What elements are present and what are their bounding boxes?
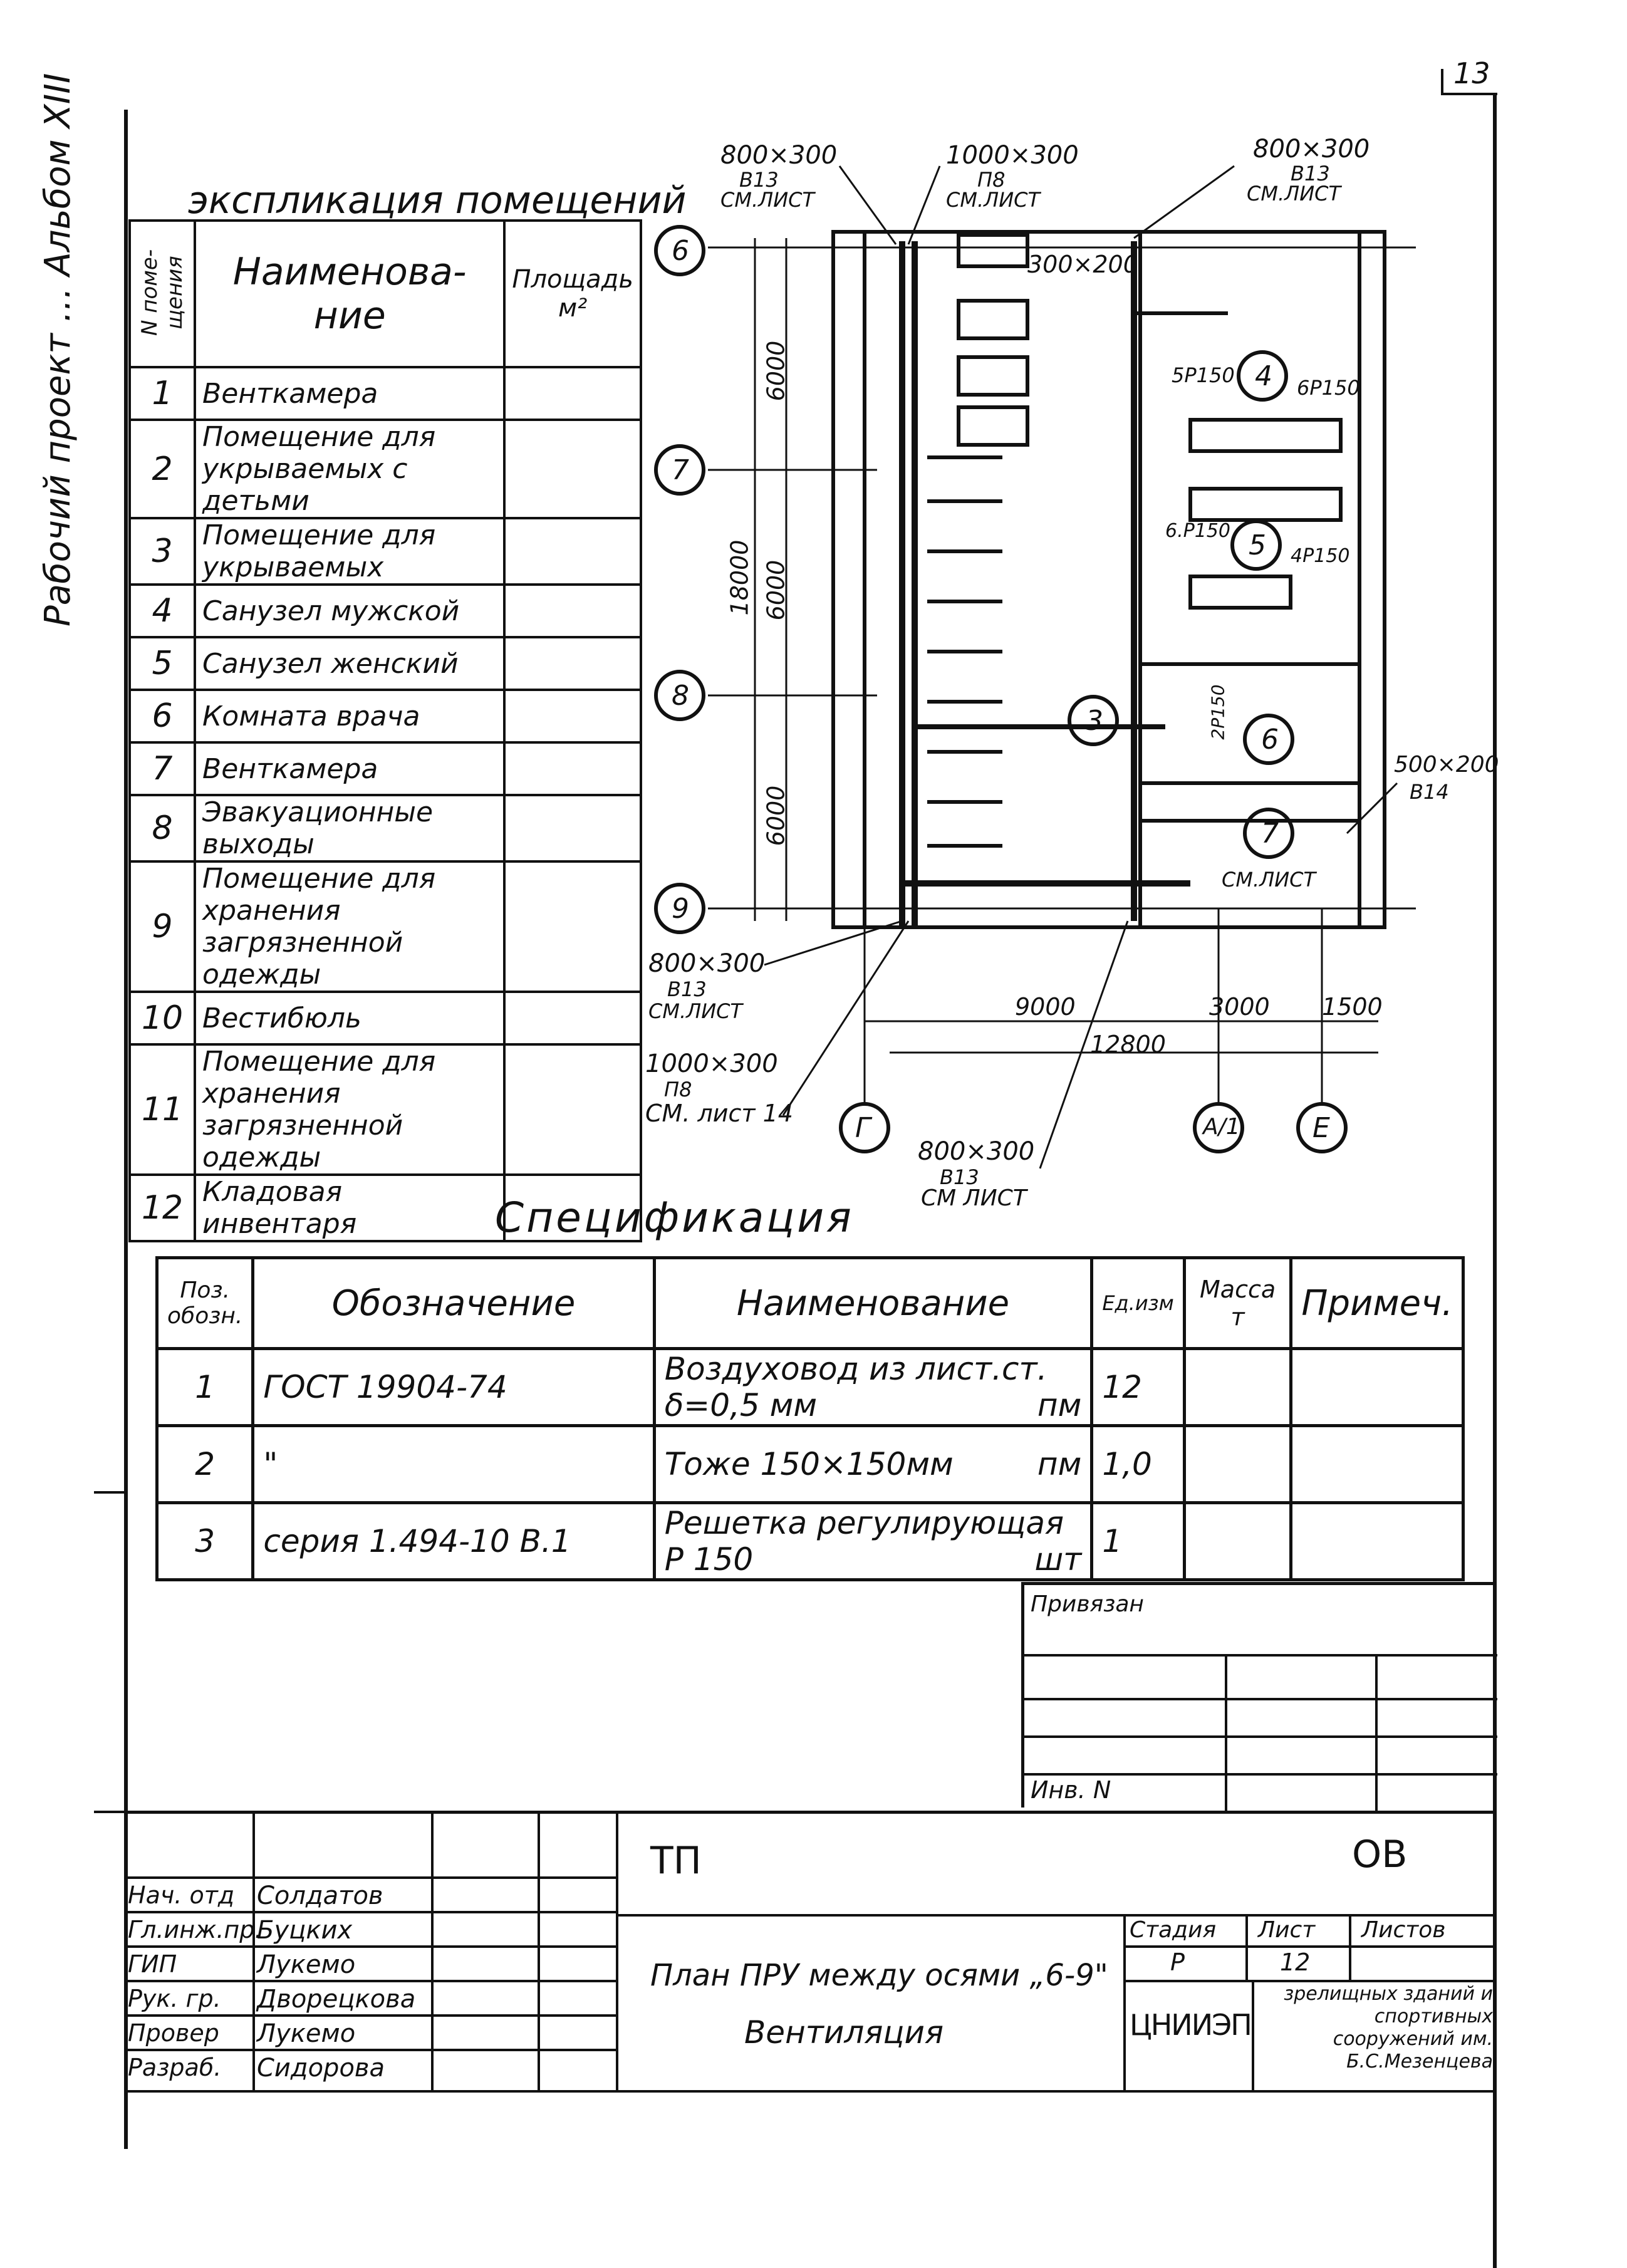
room-name: Помещение для хранения загрязненной одежды [195, 861, 504, 992]
stage-value: Р [1170, 1948, 1185, 1976]
doc-title-line1: План ПРУ между осями „6-9" [650, 1958, 1108, 1993]
room-name: Помещение для хранения загрязненной одежды [195, 1044, 504, 1175]
spec-note [1291, 1349, 1463, 1426]
room-number: 12 [130, 1175, 195, 1241]
dim-6000-c: 6000 [762, 785, 790, 846]
sheet-label: Лист [1258, 1917, 1316, 1943]
spec-unit: 1,0 [1092, 1426, 1184, 1503]
specification-title: Спецификация [495, 1194, 854, 1242]
room-number: 4 [130, 585, 195, 637]
signer-role: Рук. гр. [128, 1985, 221, 2012]
sheet-value: 12 [1280, 1948, 1311, 1976]
duct-500x200: 500×200 [1394, 752, 1499, 778]
duct-1000-bottom-left-ref: СМ. лист 14 [645, 1100, 793, 1127]
signer-role: Провер [128, 2019, 219, 2047]
room-5-marker: 5 [1249, 529, 1266, 561]
signer-name: Лукемо [257, 2019, 356, 2048]
signer-role: Нач. отд [128, 1881, 235, 1909]
spec-pos: 3 [157, 1503, 253, 1580]
room-name: Санузел мужской [195, 585, 504, 637]
stage-label: Стадия [1130, 1917, 1217, 1943]
spec-name-text: Решетка регулирующая Р 150 [664, 1505, 1064, 1578]
spec-header-pos: Поз. обозн. [157, 1258, 253, 1349]
spec-name [654, 1349, 1092, 1426]
grille-bp150: 6.Р150 [1165, 520, 1230, 542]
tp-label: ТП [650, 1839, 702, 1883]
duct-1000-bottom-left-sub: П8 [664, 1078, 692, 1101]
dim-3000: 3000 [1209, 993, 1270, 1021]
spec-name-text: Воздуховод из лист.ст. δ=0,5 мм [664, 1351, 1047, 1423]
dim-12800: 12800 [1090, 1031, 1166, 1058]
spec-header-designation: Обозначение [253, 1258, 654, 1349]
sheets-label: Листов [1361, 1917, 1446, 1943]
axis-6: 6 [672, 235, 689, 267]
spec-name [654, 1503, 1092, 1580]
duct-800-top-right: 800×300 [1253, 135, 1370, 164]
spec-designation: " [253, 1426, 654, 1503]
spec-note [1291, 1503, 1463, 1580]
spec-name-unit: шт [1034, 1541, 1082, 1578]
header-room-area: Площадь м² [504, 221, 641, 367]
duct-1000-top-ref: СМ.ЛИСТ [946, 188, 1041, 212]
spec-mass [1184, 1349, 1291, 1426]
room-name: Вестибюль [195, 992, 504, 1044]
header-room-number: N поме-щения [130, 221, 195, 367]
room-4-marker: 4 [1255, 360, 1272, 392]
sheet-number-corner: 13 [1453, 56, 1490, 90]
axis-g: Г [855, 1112, 871, 1144]
duct-500x200-sub: В14 [1410, 780, 1449, 804]
room-number: 11 [130, 1044, 195, 1175]
spec-name-text: Тоже 150×150мм [664, 1446, 954, 1482]
duct-800-bottom-mid: 800×300 [918, 1137, 1035, 1166]
room-number: 7 [130, 742, 195, 795]
grille-5p150: 5Р150 [1172, 363, 1235, 387]
spec-header-name: Наименование [654, 1258, 1092, 1349]
axis-7: 7 [672, 454, 689, 486]
inv-label: Инв. N [1031, 1776, 1111, 1804]
spec-name-unit: пм [1037, 1387, 1082, 1423]
signer-role: Гл.инж.пр. [128, 1916, 263, 1943]
duct-800-bottom-left-ref: СМ.ЛИСТ [648, 999, 743, 1023]
axis-8: 8 [672, 680, 689, 712]
org-name: зрелищных зданий и спортивных сооружений им. Б.С.Мезенцева [1284, 1983, 1493, 2073]
spec-header-unit: Ед.изм [1092, 1258, 1184, 1349]
spec-mass [1184, 1503, 1291, 1580]
spec-name-unit: пм [1037, 1446, 1082, 1482]
room-number: 6 [130, 690, 195, 742]
spec-row [157, 1426, 1463, 1503]
dim-1500: 1500 [1322, 993, 1383, 1021]
spec-name [654, 1426, 1092, 1503]
duct-800-bottom-left-sub: В13 [667, 977, 707, 1001]
duct-1000-top-sub: П8 [977, 168, 1006, 192]
room-7-ref: СМ.ЛИСТ [1222, 868, 1316, 892]
axis-a1: А/1 [1203, 1114, 1240, 1140]
room-3-marker: 3 [1086, 705, 1103, 737]
room-name: Венткамера [195, 742, 504, 795]
signer-role: ГИП [128, 1950, 177, 1978]
spec-row [157, 1503, 1463, 1580]
room-number: 5 [130, 637, 195, 690]
spec-unit: 1 [1092, 1503, 1184, 1580]
grille-2p150: 2Р150 [1207, 684, 1229, 740]
duct-800-top-left-ref: СМ.ЛИСТ [720, 188, 815, 212]
spec-mass [1184, 1426, 1291, 1503]
signer-name: Лукемо [257, 1950, 356, 1979]
side-album-text: Рабочий проект … Альбом XIII [38, 73, 78, 627]
duct-800-top-right-ref: СМ.ЛИСТ [1247, 182, 1341, 205]
header-room-name: Наименова-ние [195, 221, 504, 367]
room-number: 8 [130, 795, 195, 861]
duct-1000-top: 1000×300 [946, 141, 1079, 170]
room-number: 9 [130, 861, 195, 992]
grille-4p150: 4Р150 [1291, 545, 1350, 567]
duct-1000-bottom-left: 1000×300 [645, 1049, 778, 1078]
room-number: 10 [130, 992, 195, 1044]
spec-designation: серия 1.494-10 В.1 [253, 1503, 654, 1580]
room-name: Эвакуационные выходы [195, 795, 504, 861]
title-block [124, 1811, 1496, 2089]
room-number: 3 [130, 518, 195, 585]
signer-name: Сидорова [257, 2054, 385, 2083]
spec-pos: 2 [157, 1426, 253, 1503]
duct-300x200: 300×200 [1027, 251, 1138, 278]
duct-800-top-left: 800×300 [720, 141, 838, 170]
signer-name: Дворецкова [257, 1985, 416, 2014]
room-name: Венткамера [195, 367, 504, 420]
doc-code: ОВ [1352, 1833, 1408, 1876]
dim-6000-a: 6000 [762, 340, 790, 402]
spec-unit: 12 [1092, 1349, 1184, 1426]
spec-row [157, 1349, 1463, 1426]
axis-e: Е [1313, 1112, 1330, 1144]
room-6-marker: 6 [1261, 724, 1279, 756]
doc-title-line2: Вентиляция [744, 2014, 944, 2051]
duct-800-top-right-sub: В13 [1291, 162, 1330, 185]
signer-name: Буцких [257, 1916, 353, 1945]
spec-designation: ГОСТ 19904-74 [253, 1349, 654, 1426]
spec-header-note: Примеч. [1291, 1258, 1463, 1349]
duct-800-bottom-left: 800×300 [648, 949, 766, 978]
signer-name: Солдатов [257, 1881, 383, 1910]
binding-block [1021, 1582, 1494, 1808]
room-name: Санузел женский [195, 637, 504, 690]
room-name: Помещение для укрываемых с детьми [195, 420, 504, 518]
room-number: 1 [130, 367, 195, 420]
grille-6p150: 6Р150 [1297, 376, 1360, 400]
binding-label: Привязан [1031, 1591, 1144, 1617]
duct-800-bottom-mid-ref: СМ ЛИСТ [921, 1185, 1027, 1211]
explication-title: экспликация помещений [188, 179, 687, 222]
room-name: Комната врача [195, 690, 504, 742]
room-name: Помещение для укрываемых [195, 518, 504, 585]
duct-800-top-left-sub: В13 [739, 168, 779, 192]
spec-pos: 1 [157, 1349, 253, 1426]
specification-table [155, 1256, 1465, 1581]
spec-note [1291, 1426, 1463, 1503]
room-7-marker: 7 [1261, 818, 1279, 850]
axis-9: 9 [672, 893, 689, 925]
room-number: 2 [130, 420, 195, 518]
dim-6000-b: 6000 [762, 559, 790, 621]
signer-role: Разраб. [128, 2054, 222, 2081]
dim-18000: 18000 [725, 539, 754, 616]
org-logo: ЦНИИЭП [1130, 2008, 1251, 2042]
dim-9000: 9000 [1015, 993, 1076, 1021]
duct-800-bottom-mid-sub: В13 [940, 1165, 979, 1189]
room-name: Кладовая инвентаря [195, 1175, 504, 1241]
spec-header-mass: Масса т [1184, 1258, 1291, 1349]
